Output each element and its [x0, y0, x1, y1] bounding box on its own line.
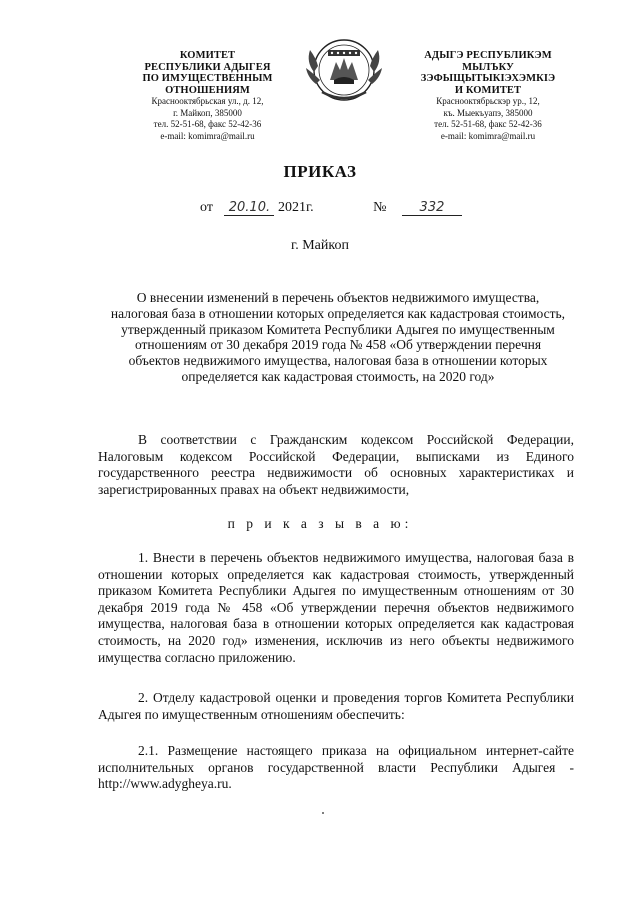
address-line: тел. 52-51-68, факс 52-42-36 [153, 119, 262, 129]
date-prefix: от [200, 200, 213, 215]
org-name-line: АДЫГЭ РЕСПУБЛИКЭМ [424, 50, 552, 61]
org-name-line: КОМИТЕТ [179, 50, 236, 61]
letterhead-right [398, 50, 578, 142]
address-line: e-mail: komimra@mail.ru [440, 130, 536, 141]
address-line: г. Майкоп, 385000 [173, 107, 242, 118]
org-name-line: РЕСПУБЛИКИ АДЫГЕЯ [144, 61, 271, 73]
address-line: Краснооктябрьская ул., д. 12, [151, 96, 264, 106]
number-label: № [373, 200, 387, 215]
item-2-paragraph: 2. Отделу кадастровой оценки и проведения торгов Комитета Республики Адыгея по имущественным отношениям обеспечить: [98, 690, 574, 722]
letterhead-left [100, 50, 315, 142]
decree-word: п р и к а з ы в а ю: [227, 516, 413, 531]
number-value: 332 [402, 200, 462, 216]
date-number-row [200, 200, 462, 216]
scan-speck [322, 812, 324, 814]
item-1-paragraph: 1. Внести в перечень объектов недвижимого имущества, налоговая база в отношении которых определяется как кадастровая стоимость, утвержденный приказом Комитета Республики Адыгея по имущественным отношениям от 30 декабря 2019 года № 458 «Об утверждении перечня объектов недвижимого имущества, налоговая база в отношении которых определяется как кадастровая стоимость, на 2020 год» изменения, исключив из него объекты недвижимого имущества согласно приложению. [98, 550, 574, 665]
document-title: ПРИКАЗ [283, 162, 357, 181]
city-name: г. Майкоп [291, 238, 349, 253]
preamble-paragraph: В соответствии с Гражданским кодексом Российской Федерации, Налоговым кодексом Российской Федерации, выписками из Единого государственного реестра недвижимости об основных характеристиках и зарегистрированных правах на объект недвижимости, [98, 432, 574, 497]
address-line: тел. 52-51-68, факс 52-42-36 [434, 119, 542, 129]
org-name-line: МЫЛЪКУ ЗЭФЫЩЫТЫКIЭХЭМКIЭ [420, 61, 556, 84]
date-value: 20.10. [224, 200, 274, 216]
document-subject: О внесении изменений в перечень объектов недвижимого имущества, налоговая база в отношении которых определяется как кадастровая стоимость, утвержденный приказом Комитета Республики Адыгея по имущественным отношениям от 30 декабря 2019 года № 458 «Об утверждении перечня объектов недвижимого имущества, налоговая база в отношении которых определяется как кадастровая стоимость, на 2020 год» [110, 290, 566, 384]
address-line: Краснооктябрьскэр ур., 12, [436, 96, 540, 106]
address-line: къ. Мыекъуапэ, 385000 [443, 107, 533, 118]
address-line: e-mail: komimra@mail.ru [160, 130, 255, 141]
org-name-line: ПО ИМУЩЕСТВЕННЫМ ОТНОШЕНИЯМ [142, 73, 273, 96]
coat-of-arms-emblem [300, 32, 388, 106]
date-year: 2021г. [277, 200, 314, 215]
org-name-line: И КОМИТЕТ [454, 84, 522, 96]
item-2-1-paragraph: 2.1. Размещение настоящего приказа на официальном интернет-сайте исполнительных органов государственной власти Республики Адыгея - http://www.adygheya.ru. [98, 743, 574, 792]
